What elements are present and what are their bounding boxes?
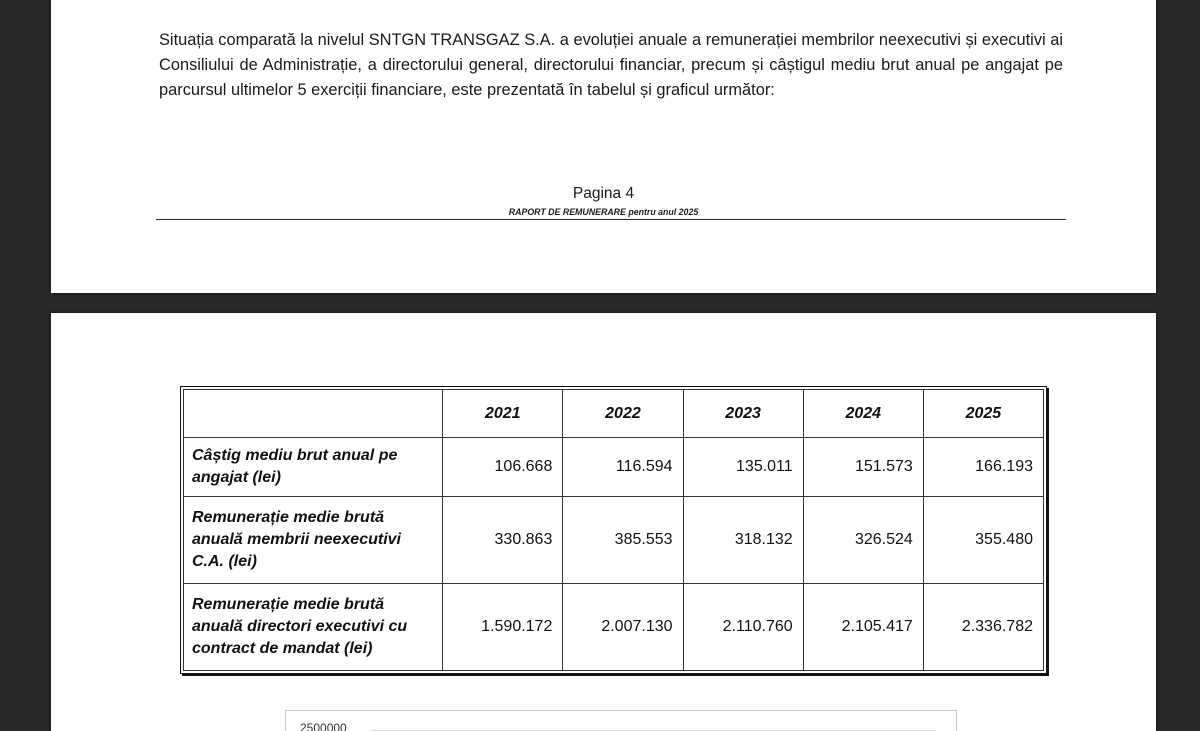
header-year: 2025	[923, 390, 1043, 438]
table-cell: 355.480	[923, 497, 1043, 584]
header-year: 2021	[443, 390, 563, 438]
table-cell: 2.007.130	[563, 584, 683, 671]
remuneration-table-frame	[180, 386, 1047, 674]
table-cell: 1.590.172	[443, 584, 563, 671]
row-label: Remunerație medie brută anuală membrii neexecutivi C.A. (lei)	[184, 497, 443, 584]
header-year: 2022	[563, 390, 683, 438]
table-cell: 151.573	[803, 438, 923, 497]
intro-paragraph: Situația comparată la nivelul SNTGN TRANSGAZ S.A. a evoluției anuale a remunerației membrilor neexecutivi și executivi ai Consiliului de Administrație, a directorului general, directorului financiar, precum și câștigul mediu brut anual pe angajat pe parcursul ultimelor 5 exerciții financiare, este prezentată în tabelul și graficul următor:	[159, 31, 1063, 99]
chart-y-tick-label: 2500000	[300, 721, 347, 731]
table-cell: 2.105.417	[803, 584, 923, 671]
header-empty-cell	[184, 390, 443, 438]
pdf-page-5	[51, 313, 1156, 731]
footer-divider	[156, 219, 1066, 220]
page-number: Pagina 4	[572, 185, 635, 202]
remuneration-chart	[285, 710, 957, 731]
table-cell: 326.524	[803, 497, 923, 584]
table-cell: 116.594	[563, 438, 683, 497]
table-row	[184, 438, 1044, 497]
table-row	[184, 497, 1044, 584]
table-cell: 318.132	[683, 497, 803, 584]
remuneration-table	[183, 389, 1044, 671]
pdf-page-4	[51, 0, 1156, 293]
table-cell: 106.668	[443, 438, 563, 497]
row-label: Remunerație medie brută anuală directori executivi cu contract de mandat (lei)	[184, 584, 443, 671]
table-cell: 166.193	[923, 438, 1043, 497]
table-cell: 135.011	[683, 438, 803, 497]
header-year: 2023	[683, 390, 803, 438]
table-cell: 2.336.782	[923, 584, 1043, 671]
report-footer-title: RAPORT DE REMUNERARE pentru anul 2025	[508, 207, 699, 217]
table-cell: 2.110.760	[683, 584, 803, 671]
table-row	[184, 584, 1044, 671]
row-label: Câștig mediu brut anual pe angajat (lei)	[184, 438, 443, 497]
table-header-row	[184, 390, 1044, 438]
table-cell: 385.553	[563, 497, 683, 584]
table-cell: 330.863	[443, 497, 563, 584]
header-year: 2024	[803, 390, 923, 438]
